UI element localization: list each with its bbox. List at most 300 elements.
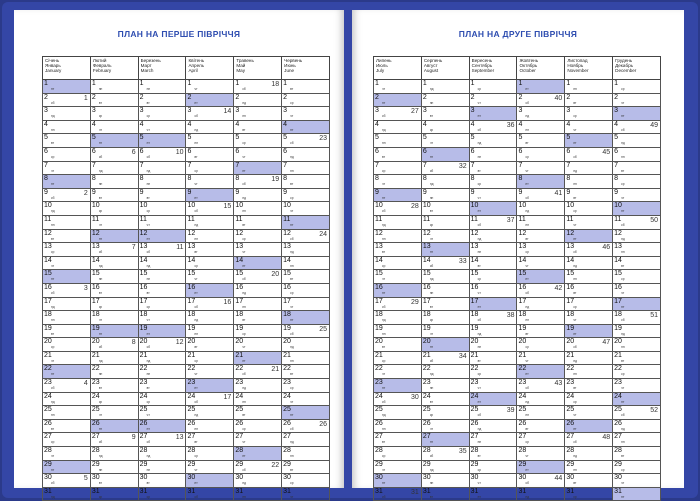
day-number: 29: [44, 460, 52, 468]
month-name: Декабрь: [615, 63, 634, 69]
weekday-abbr: пт: [477, 209, 481, 214]
weekday-abbr: чт: [429, 426, 433, 431]
day-cell: [90, 379, 138, 393]
day-cell: [565, 107, 613, 121]
weekday-abbr: чт: [290, 494, 294, 499]
day-cell: [517, 188, 565, 202]
day-number: 31: [614, 487, 622, 495]
weekday-abbr: вт: [525, 236, 529, 241]
day-cell: [234, 297, 282, 311]
weekday-abbr: сб: [98, 250, 103, 255]
day-number: 13: [44, 243, 52, 251]
weekday-abbr: нд: [382, 413, 386, 418]
weekday-abbr: сб: [477, 318, 482, 323]
weekday-abbr: чт: [146, 222, 150, 227]
day-number: 9: [518, 188, 523, 196]
week-number: 32: [458, 162, 467, 170]
day-cell: [374, 351, 422, 365]
day-number: 24: [614, 392, 622, 400]
weekday-abbr: ср: [194, 454, 198, 459]
day-cell: [565, 311, 613, 325]
day-cell: [43, 324, 91, 338]
weekday-abbr: пн: [146, 277, 151, 282]
weekday-abbr: нд: [621, 141, 625, 146]
weekday-abbr: пт: [146, 141, 150, 146]
day-cell: [90, 215, 138, 229]
day-number: 24: [187, 392, 196, 400]
weekday-abbr: сб: [242, 87, 246, 91]
day-number: 15: [518, 270, 527, 278]
weekday-abbr: пн: [477, 154, 482, 159]
day-cell: [186, 147, 234, 161]
day-number: 19: [470, 324, 479, 332]
day-cell: [234, 447, 282, 461]
day-number: 18: [91, 311, 100, 319]
second-half-calendar: [373, 56, 661, 501]
weekday-abbr: пт: [194, 195, 198, 200]
day-number: 30: [375, 474, 383, 482]
day-cell: [234, 243, 282, 257]
weekday-abbr: пн: [621, 250, 625, 255]
day-cell: [282, 93, 330, 107]
weekday-abbr: нд: [621, 331, 625, 336]
weekday-abbr: пн: [51, 318, 55, 323]
week-number: 29: [411, 298, 419, 306]
weekday-abbr: нд: [194, 413, 199, 418]
weekday-abbr: пн: [290, 454, 294, 459]
day-cell: [374, 365, 422, 379]
day-number: 23: [422, 379, 431, 387]
day-number: 1: [187, 80, 192, 87]
weekday-abbr: сб: [621, 318, 625, 323]
day-cell: [421, 324, 469, 338]
day-number: 26: [422, 419, 431, 427]
day-cell: [374, 229, 422, 243]
weekday-abbr: чт: [98, 318, 102, 323]
day-number: 25: [614, 406, 622, 414]
day-cell: [517, 392, 565, 406]
day-cell: [421, 93, 469, 107]
day-number: 20: [614, 338, 622, 346]
weekday-abbr: сб: [525, 386, 529, 391]
day-cell: [421, 120, 469, 134]
day-number: 6: [91, 147, 96, 155]
day-cell: [90, 447, 138, 461]
weekday-abbr: чт: [51, 454, 55, 459]
day-number: 14: [235, 256, 244, 264]
day-cell: [421, 188, 469, 202]
weekday-abbr: сб: [194, 114, 198, 119]
day-number: 13: [614, 243, 622, 251]
day-cell: [234, 311, 282, 325]
day-number: 27: [518, 433, 527, 441]
day-cell: [234, 256, 282, 270]
weekday-abbr: ср: [525, 440, 529, 445]
weekday-abbr: нд: [429, 182, 434, 187]
weekday-abbr: пт: [382, 290, 386, 295]
day-number: 19: [91, 324, 100, 332]
day-number: 15: [187, 270, 196, 278]
weekday-abbr: пт: [573, 236, 577, 241]
day-cell: [282, 134, 330, 148]
weekday-abbr: сб: [477, 127, 482, 132]
day-number: 14: [422, 256, 431, 264]
weekday-abbr: сб: [621, 222, 625, 227]
day-number: 24: [235, 392, 244, 400]
weekday-abbr: чт: [194, 87, 198, 91]
day-number: 5: [375, 134, 379, 142]
day-number: 4: [91, 120, 96, 128]
day-cell: [43, 120, 91, 134]
month-header: [90, 57, 138, 80]
day-cell: [613, 433, 661, 447]
day-number: 7: [283, 161, 288, 169]
day-cell: [90, 80, 138, 94]
weekday-abbr: нд: [382, 318, 386, 323]
weekday-abbr: ср: [382, 358, 386, 363]
day-number: 25: [44, 406, 52, 414]
day-number: 13: [139, 243, 148, 251]
weekday-abbr: чт: [621, 290, 625, 295]
day-number: 10: [566, 202, 575, 210]
day-number: 10: [283, 202, 291, 210]
weekday-abbr: пн: [621, 440, 625, 445]
week-number: 24: [319, 230, 327, 238]
day-number: 18: [518, 311, 527, 319]
day-cell: [138, 324, 186, 338]
day-number: 26: [283, 419, 291, 427]
week-number: 40: [554, 94, 563, 102]
weekday-abbr: ср: [290, 100, 294, 105]
day-cell: [186, 365, 234, 379]
day-cell: [565, 392, 613, 406]
month-header: [234, 57, 282, 80]
day-cell: [469, 447, 517, 461]
day-number: 31: [566, 487, 575, 495]
day-cell: [234, 351, 282, 365]
day-number: 2: [139, 93, 144, 101]
day-number: 26: [187, 419, 196, 427]
day-number: 8: [518, 175, 523, 183]
week-number: 44: [554, 475, 563, 483]
day-cell: [517, 215, 565, 229]
day-cell: [469, 120, 517, 134]
weekday-abbr: ср: [429, 318, 434, 323]
day-cell: [613, 487, 661, 501]
day-cell: [90, 474, 138, 488]
weekday-abbr: нд: [429, 467, 434, 472]
day-number: 26: [614, 419, 622, 427]
day-number: 19: [283, 324, 291, 332]
day-number: 19: [518, 324, 527, 332]
day-cell: [469, 80, 517, 94]
day-number: 13: [375, 243, 383, 251]
weekday-abbr: вт: [621, 454, 625, 459]
week-number: 45: [602, 148, 611, 156]
day-number: 4: [283, 120, 288, 128]
day-cell: [374, 107, 422, 121]
day-cell: [565, 161, 613, 175]
weekday-abbr: вт: [98, 481, 102, 486]
day-cell: [517, 311, 565, 325]
day-cell: [517, 433, 565, 447]
day-cell: [613, 107, 661, 121]
day-number: 26: [566, 419, 575, 427]
day-number: 29: [470, 460, 479, 468]
weekday-abbr: вт: [525, 141, 529, 146]
day-number: 13: [422, 243, 431, 251]
weekday-abbr: сб: [525, 481, 529, 486]
day-cell: [234, 134, 282, 148]
day-number: 31: [518, 487, 527, 495]
weekday-abbr: чт: [51, 263, 55, 268]
weekday-abbr: чт: [382, 182, 386, 187]
day-cell: [234, 229, 282, 243]
day-cell: [469, 161, 517, 175]
weekday-abbr: чт: [51, 168, 55, 173]
week-number: 39: [506, 407, 515, 415]
week-number: 5: [83, 475, 88, 483]
weekday-abbr: пт: [290, 318, 294, 323]
weekday-abbr: пт: [525, 182, 529, 187]
day-number: 20: [283, 338, 291, 346]
day-number: 12: [375, 229, 383, 237]
day-cell: [282, 202, 330, 216]
day-number: 7: [187, 161, 192, 169]
month-header: [374, 57, 422, 80]
weekday-abbr: чт: [98, 222, 102, 227]
day-number: 29: [187, 460, 196, 468]
weekday-abbr: вт: [290, 277, 294, 282]
day-cell: [421, 365, 469, 379]
weekday-abbr: нд: [382, 222, 386, 227]
day-cell: [282, 365, 330, 379]
day-cell: [469, 283, 517, 297]
day-cell: [138, 460, 186, 474]
weekday-abbr: ср: [477, 467, 482, 472]
weekday-abbr: нд: [525, 494, 530, 499]
weekday-abbr: чт: [146, 127, 150, 132]
day-cell: [186, 379, 234, 393]
day-cell: [517, 270, 565, 284]
day-number: 8: [283, 175, 288, 183]
day-number: 27: [375, 433, 383, 441]
weekday-abbr: вт: [242, 222, 246, 227]
day-number: 21: [235, 351, 244, 359]
weekday-abbr: ср: [146, 399, 151, 404]
weekday-abbr: чт: [477, 481, 481, 486]
weekday-abbr: пт: [98, 236, 103, 241]
day-number: 22: [614, 365, 622, 373]
weekday-abbr: пт: [525, 277, 529, 282]
day-number: 9: [470, 188, 475, 196]
day-cell: [43, 338, 91, 352]
weekday-abbr: ср: [98, 494, 103, 499]
weekday-abbr: сб: [525, 195, 529, 200]
weekday-abbr: нд: [290, 440, 294, 445]
day-cell: [186, 107, 234, 121]
day-number: 25: [139, 406, 148, 414]
day-number: 20: [235, 338, 244, 346]
day-cell: [186, 175, 234, 189]
day-number: 2: [91, 93, 96, 101]
weekday-abbr: сб: [51, 386, 55, 391]
weekday-abbr: чт: [429, 331, 433, 336]
day-number: 27: [422, 433, 431, 441]
day-number: 4: [375, 120, 379, 128]
day-cell: [565, 229, 613, 243]
day-cell: [138, 351, 186, 365]
weekday-abbr: пн: [429, 100, 434, 105]
day-number: 20: [470, 338, 479, 346]
day-cell: [282, 161, 330, 175]
weekday-abbr: ср: [51, 345, 55, 350]
weekday-abbr: нд: [194, 127, 199, 132]
weekday-abbr: нд: [98, 358, 103, 363]
day-number: 28: [614, 447, 622, 455]
day-number: 7: [422, 161, 427, 169]
day-number: 28: [235, 447, 244, 455]
weekday-abbr: пт: [621, 494, 625, 499]
day-cell: [138, 107, 186, 121]
weekday-abbr: чт: [573, 318, 577, 323]
day-number: 30: [187, 474, 196, 482]
day-cell: [90, 161, 138, 175]
day-cell: [282, 188, 330, 202]
day-cell: [374, 270, 422, 284]
day-cell: [43, 256, 91, 270]
day-number: 28: [283, 447, 291, 455]
weekday-abbr: сб: [194, 209, 198, 214]
day-cell: [234, 215, 282, 229]
day-number: 17: [187, 297, 196, 305]
week-number: 22: [271, 461, 280, 469]
weekday-abbr: ср: [525, 154, 529, 159]
day-cell: [469, 215, 517, 229]
day-cell: [517, 351, 565, 365]
weekday-abbr: нд: [477, 331, 482, 336]
weekday-abbr: пн: [525, 413, 529, 418]
day-number: 31: [470, 487, 479, 495]
weekday-abbr: ср: [477, 372, 482, 377]
weekday-abbr: сб: [290, 426, 294, 431]
day-number: 11: [235, 215, 243, 223]
day-number: 23: [470, 379, 479, 387]
day-number: 23: [235, 379, 244, 387]
day-cell: [43, 297, 91, 311]
day-number: 18: [614, 311, 622, 319]
weekday-abbr: чт: [525, 263, 529, 268]
month-name: December: [615, 68, 637, 74]
weekday-abbr: сб: [382, 114, 386, 119]
day-number: 9: [139, 188, 144, 196]
day-cell: [613, 283, 661, 297]
day-number: 15: [422, 270, 431, 278]
day-cell: [282, 147, 330, 161]
day-number: 5: [470, 134, 475, 142]
day-cell: [43, 147, 91, 161]
day-number: 17: [139, 297, 148, 305]
weekday-abbr: сб: [382, 494, 386, 499]
day-cell: [517, 487, 565, 501]
day-cell: [90, 365, 138, 379]
weekday-abbr: пт: [194, 386, 198, 391]
day-cell: [186, 161, 234, 175]
month-header: [282, 57, 330, 80]
weekday-abbr: сб: [98, 440, 103, 445]
month-name: October: [519, 68, 536, 74]
day-number: 1: [422, 80, 427, 87]
weekday-abbr: вт: [194, 440, 198, 445]
weekday-abbr: чт: [573, 127, 577, 132]
day-number: 24: [375, 392, 383, 400]
weekday-abbr: нд: [51, 399, 55, 404]
month-header: [613, 57, 661, 80]
weekday-abbr: пн: [429, 386, 434, 391]
day-cell: [421, 256, 469, 270]
day-cell: [138, 338, 186, 352]
day-number: 23: [187, 379, 196, 387]
day-number: 29: [91, 460, 100, 468]
weekday-abbr: сб: [382, 209, 386, 214]
day-cell: [234, 161, 282, 175]
day-cell: [90, 93, 138, 107]
day-cell: [421, 433, 469, 447]
weekday-abbr: нд: [290, 154, 294, 159]
month-name: Август: [423, 63, 438, 69]
day-number: 29: [422, 460, 431, 468]
day-cell: [43, 365, 91, 379]
weekday-abbr: ср: [146, 114, 151, 119]
weekday-abbr: вт: [242, 318, 246, 323]
day-cell: [186, 392, 234, 406]
day-cell: [565, 215, 613, 229]
day-number: 24: [518, 392, 527, 400]
day-cell: [565, 487, 613, 501]
weekday-abbr: пн: [146, 467, 151, 472]
day-number: 25: [566, 406, 575, 414]
weekday-abbr: сб: [382, 304, 386, 309]
weekday-abbr: сб: [477, 222, 482, 227]
day-cell: [469, 392, 517, 406]
weekday-abbr: вт: [429, 209, 433, 214]
day-number: 3: [235, 107, 240, 115]
weekday-abbr: ср: [98, 209, 103, 214]
day-number: 10: [44, 202, 52, 210]
weekday-abbr: ср: [194, 263, 198, 268]
month-name: Ноябрь: [567, 63, 584, 69]
weekday-abbr: нд: [51, 114, 55, 119]
day-number: 21: [187, 351, 196, 359]
day-number: 15: [91, 270, 100, 278]
day-cell: [43, 93, 91, 107]
day-number: 12: [283, 229, 291, 237]
weekday-abbr: пн: [525, 318, 529, 323]
day-number: 27: [283, 433, 291, 441]
day-cell: [234, 188, 282, 202]
day-number: 1: [470, 80, 475, 87]
week-number: 23: [319, 135, 327, 143]
weekday-abbr: пн: [573, 87, 577, 91]
day-cell: [421, 161, 469, 175]
day-number: 24: [44, 392, 52, 400]
weekday-abbr: пн: [429, 290, 434, 295]
day-cell: [374, 324, 422, 338]
day-number: 20: [518, 338, 527, 346]
day-number: 11: [470, 215, 478, 223]
weekday-abbr: ср: [621, 182, 625, 187]
day-number: 4: [422, 120, 427, 128]
